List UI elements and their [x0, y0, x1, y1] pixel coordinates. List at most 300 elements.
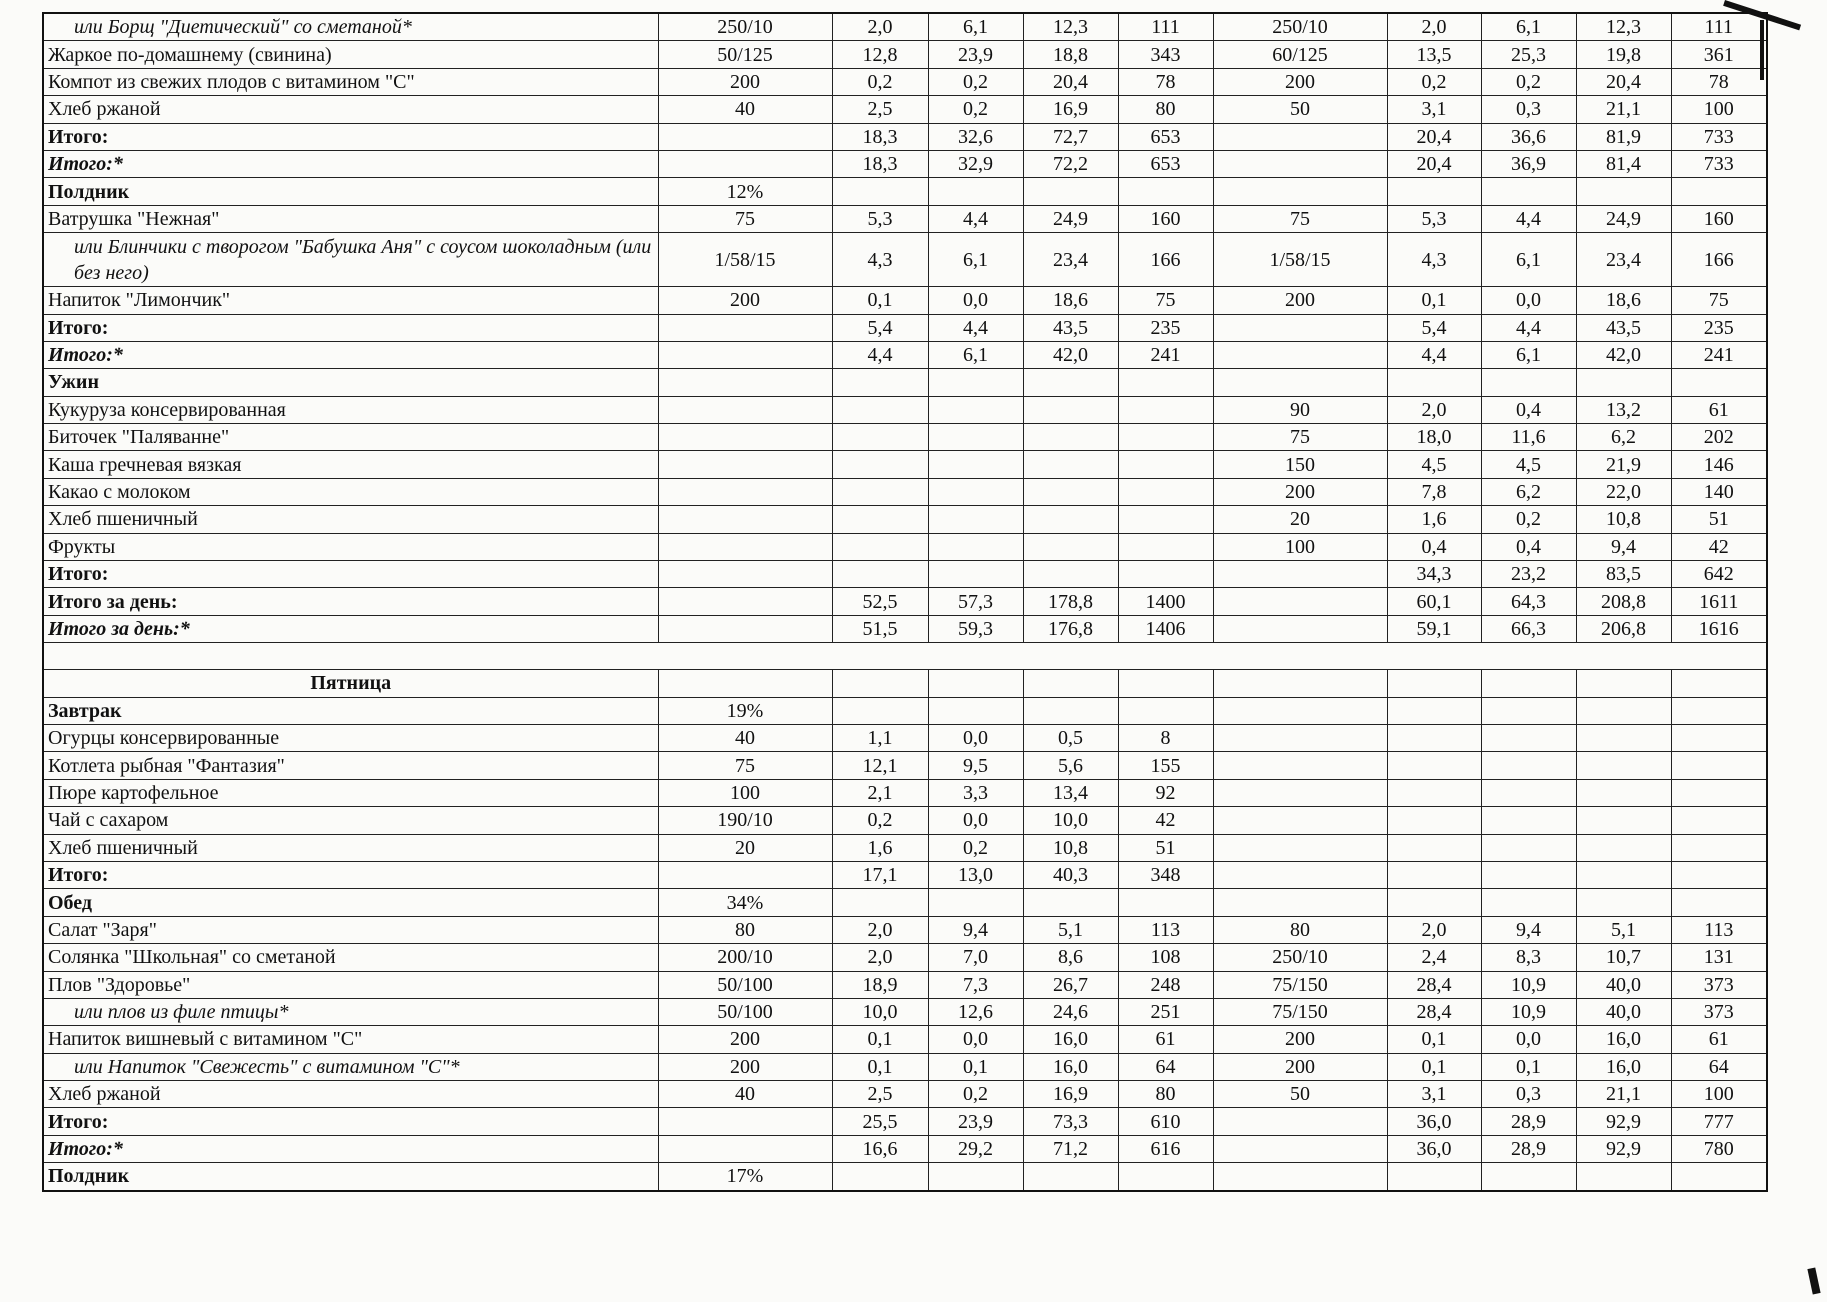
value-cell: 5,1 [1023, 916, 1118, 943]
value-cell: 43,5 [1576, 314, 1671, 341]
value-cell: 0,0 [928, 287, 1023, 314]
value-cell: 0,3 [1481, 96, 1576, 123]
value-cell: 166 [1118, 233, 1213, 287]
value-cell [1387, 697, 1481, 724]
value-cell [1671, 369, 1767, 396]
value-cell: 80 [1118, 1081, 1213, 1108]
value-cell: 343 [1118, 41, 1213, 68]
value-cell: 1611 [1671, 588, 1767, 615]
value-cell [1118, 533, 1213, 560]
value-cell: 3,3 [928, 779, 1023, 806]
value-cell: 1,6 [1387, 506, 1481, 533]
value-cell: 0,4 [1387, 533, 1481, 560]
value-cell: 1,6 [832, 834, 928, 861]
value-cell: 17,1 [832, 861, 928, 888]
value-cell: 9,4 [1576, 533, 1671, 560]
value-cell: 60/125 [1213, 41, 1387, 68]
value-cell [832, 506, 928, 533]
dish-name-cell: Чай с сахаром [43, 807, 658, 834]
value-cell [658, 588, 832, 615]
dish-name-cell: Напиток вишневый с витамином "С" [43, 1026, 658, 1053]
value-cell: 100 [1671, 96, 1767, 123]
value-cell: 24,9 [1023, 205, 1118, 232]
dish-name-cell: Компот из свежих плодов с витамином "С" [43, 68, 658, 95]
value-cell: 71,2 [1023, 1135, 1118, 1162]
value-cell: 12,3 [1023, 13, 1118, 41]
value-cell [1023, 533, 1118, 560]
dish-name-cell: Пятница [43, 670, 658, 697]
value-cell [1387, 1163, 1481, 1191]
value-cell: 81,9 [1576, 123, 1671, 150]
value-cell [1387, 670, 1481, 697]
value-cell: 42,0 [1023, 341, 1118, 368]
value-cell: 64,3 [1481, 588, 1576, 615]
value-cell: 75 [1118, 287, 1213, 314]
value-cell: 733 [1671, 123, 1767, 150]
dish-name-cell: или Борщ "Диетический" со сметаной* [43, 13, 658, 41]
value-cell [1213, 724, 1387, 751]
value-cell [658, 396, 832, 423]
value-cell [832, 396, 928, 423]
value-cell: 81,4 [1576, 150, 1671, 177]
value-cell: 150 [1213, 451, 1387, 478]
table-row-alternative [43, 1053, 1767, 1080]
value-cell: 4,4 [832, 341, 928, 368]
value-cell: 40 [658, 96, 832, 123]
table-row-meal-section [43, 697, 1767, 724]
value-cell: 92 [1118, 779, 1213, 806]
value-cell: 13,4 [1023, 779, 1118, 806]
dish-name-cell: Хлеб ржаной [43, 1081, 658, 1108]
table-row-total-alternative [43, 615, 1767, 642]
value-cell: 241 [1671, 341, 1767, 368]
value-cell [1118, 506, 1213, 533]
value-cell [1023, 369, 1118, 396]
value-cell [832, 178, 928, 205]
value-cell: 0,5 [1023, 724, 1118, 751]
value-cell: 0,0 [928, 724, 1023, 751]
value-cell [658, 341, 832, 368]
value-cell: 1/58/15 [1213, 233, 1387, 287]
value-cell: 208,8 [1576, 588, 1671, 615]
table-row-item [43, 451, 1767, 478]
dish-name-cell: Салат "Заря" [43, 916, 658, 943]
value-cell: 0,2 [832, 807, 928, 834]
value-cell: 0,1 [832, 1053, 928, 1080]
value-cell [658, 533, 832, 560]
table-row-total-alternative [43, 341, 1767, 368]
value-cell: 19,8 [1576, 41, 1671, 68]
value-cell [1671, 670, 1767, 697]
value-cell: 777 [1671, 1108, 1767, 1135]
value-cell [1213, 807, 1387, 834]
value-cell: 10,0 [832, 998, 928, 1025]
value-cell: 36,6 [1481, 123, 1576, 150]
value-cell [1576, 779, 1671, 806]
value-cell: 108 [1118, 944, 1213, 971]
value-cell [1671, 861, 1767, 888]
table-row-meal-section [43, 1163, 1767, 1191]
value-cell: 21,9 [1576, 451, 1671, 478]
dish-name-cell: Солянка "Школьная" со сметаной [43, 944, 658, 971]
value-cell: 6,1 [928, 341, 1023, 368]
value-cell: 18,3 [832, 123, 928, 150]
value-cell: 75 [658, 205, 832, 232]
value-cell: 60,1 [1387, 588, 1481, 615]
value-cell: 61 [1118, 1026, 1213, 1053]
value-cell: 248 [1118, 971, 1213, 998]
value-cell: 26,7 [1023, 971, 1118, 998]
dish-name-cell: Биточек "Паляванне" [43, 424, 658, 451]
value-cell: 1406 [1118, 615, 1213, 642]
value-cell: 24,6 [1023, 998, 1118, 1025]
value-cell: 19% [658, 697, 832, 724]
value-cell: 176,8 [1023, 615, 1118, 642]
value-cell: 6,1 [1481, 341, 1576, 368]
value-cell [1576, 861, 1671, 888]
value-cell: 2,0 [832, 944, 928, 971]
value-cell [1023, 506, 1118, 533]
value-cell: 0,0 [928, 1026, 1023, 1053]
value-cell: 140 [1671, 478, 1767, 505]
value-cell: 10,0 [1023, 807, 1118, 834]
value-cell: 9,4 [1481, 916, 1576, 943]
value-cell [1671, 697, 1767, 724]
value-cell [1671, 1163, 1767, 1191]
table-row-item [43, 944, 1767, 971]
value-cell: 5,4 [1387, 314, 1481, 341]
value-cell: 3,1 [1387, 1081, 1481, 1108]
value-cell: 113 [1671, 916, 1767, 943]
value-cell: 0,1 [1481, 1053, 1576, 1080]
dish-name-cell: Полдник [43, 1163, 658, 1191]
value-cell: 202 [1671, 424, 1767, 451]
value-cell: 64 [1671, 1053, 1767, 1080]
value-cell: 23,4 [1576, 233, 1671, 287]
value-cell [1481, 369, 1576, 396]
value-cell [1671, 724, 1767, 751]
value-cell: 206,8 [1576, 615, 1671, 642]
value-cell [928, 889, 1023, 916]
value-cell: 251 [1118, 998, 1213, 1025]
value-cell: 16,0 [1023, 1026, 1118, 1053]
table-row-item [43, 41, 1767, 68]
value-cell: 2,5 [832, 1081, 928, 1108]
value-cell: 6,1 [928, 13, 1023, 41]
dish-name-cell: Хлеб пшеничный [43, 506, 658, 533]
value-cell: 0,1 [1387, 1026, 1481, 1053]
value-cell [1023, 561, 1118, 588]
value-cell: 66,3 [1481, 615, 1576, 642]
value-cell: 4,4 [1481, 314, 1576, 341]
value-cell: 83,5 [1576, 561, 1671, 588]
value-cell [1213, 341, 1387, 368]
value-cell [1213, 178, 1387, 205]
value-cell: 100 [658, 779, 832, 806]
value-cell [1576, 752, 1671, 779]
table-row-total-alternative [43, 1135, 1767, 1162]
value-cell: 25,5 [832, 1108, 928, 1135]
table-row-meal-section [43, 889, 1767, 916]
value-cell [1118, 561, 1213, 588]
table-row-item [43, 779, 1767, 806]
value-cell: 8 [1118, 724, 1213, 751]
value-cell: 113 [1118, 916, 1213, 943]
dish-name-cell: Напиток "Лимончик" [43, 287, 658, 314]
value-cell: 40,0 [1576, 971, 1671, 998]
value-cell: 28,9 [1481, 1135, 1576, 1162]
value-cell: 20,4 [1023, 68, 1118, 95]
value-cell: 28,9 [1481, 1108, 1576, 1135]
value-cell: 42 [1671, 533, 1767, 560]
value-cell: 40 [658, 1081, 832, 1108]
value-cell [928, 1163, 1023, 1191]
value-cell: 9,5 [928, 752, 1023, 779]
dish-name-cell: Полдник [43, 178, 658, 205]
value-cell [658, 150, 832, 177]
value-cell [1213, 1108, 1387, 1135]
value-cell: 642 [1671, 561, 1767, 588]
value-cell: 10,7 [1576, 944, 1671, 971]
value-cell [1118, 889, 1213, 916]
value-cell: 75 [1213, 424, 1387, 451]
value-cell: 1616 [1671, 615, 1767, 642]
dish-name-cell: Какао с молоком [43, 478, 658, 505]
value-cell [1023, 697, 1118, 724]
value-cell [1481, 779, 1576, 806]
menu-nutrition-table [42, 12, 1768, 1192]
dish-name-cell: или Блинчики с творогом "Бабушка Аня" с соусом шоколадным (или без него) [43, 233, 658, 287]
value-cell: 75 [1213, 205, 1387, 232]
value-cell: 61 [1671, 1026, 1767, 1053]
value-cell: 92,9 [1576, 1108, 1671, 1135]
value-cell [928, 369, 1023, 396]
value-cell: 2,5 [832, 96, 928, 123]
value-cell: 653 [1118, 123, 1213, 150]
value-cell [1387, 178, 1481, 205]
dish-name-cell: Плов "Здоровье" [43, 971, 658, 998]
value-cell: 100 [1213, 533, 1387, 560]
value-cell: 1,1 [832, 724, 928, 751]
value-cell: 73,3 [1023, 1108, 1118, 1135]
value-cell [658, 123, 832, 150]
value-cell: 2,0 [832, 13, 928, 41]
dish-name-cell: Ужин [43, 369, 658, 396]
value-cell: 40 [658, 724, 832, 751]
value-cell: 16,0 [1576, 1053, 1671, 1080]
value-cell: 36,0 [1387, 1108, 1481, 1135]
value-cell [1481, 807, 1576, 834]
value-cell: 3,1 [1387, 96, 1481, 123]
value-cell: 1400 [1118, 588, 1213, 615]
value-cell [1576, 670, 1671, 697]
value-cell: 4,3 [832, 233, 928, 287]
value-cell [832, 1163, 928, 1191]
value-cell: 200 [658, 287, 832, 314]
value-cell: 72,2 [1023, 150, 1118, 177]
value-cell [832, 369, 928, 396]
value-cell [658, 478, 832, 505]
value-cell: 20,4 [1387, 150, 1481, 177]
value-cell [1387, 807, 1481, 834]
value-cell [1023, 396, 1118, 423]
value-cell [1213, 779, 1387, 806]
value-cell: 200 [1213, 1053, 1387, 1080]
value-cell [1481, 1163, 1576, 1191]
dish-name-cell: Огурцы консервированные [43, 724, 658, 751]
value-cell: 50/100 [658, 998, 832, 1025]
dish-name-cell: или плов из филе птицы* [43, 998, 658, 1025]
value-cell [1576, 369, 1671, 396]
value-cell: 111 [1118, 13, 1213, 41]
value-cell [928, 533, 1023, 560]
value-cell [1387, 779, 1481, 806]
value-cell [1023, 478, 1118, 505]
value-cell [1576, 889, 1671, 916]
value-cell [1387, 369, 1481, 396]
scan-mark-right-edge [1760, 20, 1764, 80]
dish-name-cell: Хлеб ржаной [43, 96, 658, 123]
value-cell [1213, 588, 1387, 615]
dish-name-cell: Итого: [43, 561, 658, 588]
table-row-total [43, 861, 1767, 888]
scan-mark-bottom-right [1807, 1267, 1820, 1294]
value-cell [658, 369, 832, 396]
table-row-item [43, 807, 1767, 834]
value-cell: 6,2 [1576, 424, 1671, 451]
table-row-item [43, 724, 1767, 751]
value-cell [1023, 424, 1118, 451]
value-cell [1387, 724, 1481, 751]
value-cell: 50 [1213, 1081, 1387, 1108]
value-cell: 348 [1118, 861, 1213, 888]
value-cell [1671, 779, 1767, 806]
value-cell: 4,5 [1387, 451, 1481, 478]
value-cell: 361 [1671, 41, 1767, 68]
value-cell [1671, 178, 1767, 205]
value-cell: 29,2 [928, 1135, 1023, 1162]
value-cell: 50/125 [658, 41, 832, 68]
value-cell: 8,3 [1481, 944, 1576, 971]
value-cell: 22,0 [1576, 478, 1671, 505]
value-cell [1118, 697, 1213, 724]
dish-name-cell: Фрукты [43, 533, 658, 560]
value-cell [832, 451, 928, 478]
table-row-spacer [43, 643, 1767, 670]
value-cell [1213, 369, 1387, 396]
value-cell [658, 615, 832, 642]
value-cell: 51 [1118, 834, 1213, 861]
value-cell: 23,9 [928, 1108, 1023, 1135]
value-cell: 12,8 [832, 41, 928, 68]
value-cell [928, 178, 1023, 205]
value-cell [1213, 889, 1387, 916]
value-cell: 241 [1118, 341, 1213, 368]
value-cell: 78 [1671, 68, 1767, 95]
table-row-meal-section [43, 369, 1767, 396]
value-cell [1213, 752, 1387, 779]
dish-name-cell: Каша гречневая вязкая [43, 451, 658, 478]
table-row-item [43, 506, 1767, 533]
table-row-total [43, 1108, 1767, 1135]
dish-name-cell: Завтрак [43, 697, 658, 724]
value-cell: 2,0 [1387, 396, 1481, 423]
value-cell [1213, 615, 1387, 642]
value-cell: 23,2 [1481, 561, 1576, 588]
value-cell [658, 861, 832, 888]
value-cell [928, 697, 1023, 724]
table-row-total [43, 123, 1767, 150]
dish-name-cell: Котлета рыбная "Фантазия" [43, 752, 658, 779]
table-row-alternative [43, 233, 1767, 287]
value-cell: 10,8 [1576, 506, 1671, 533]
value-cell: 23,9 [928, 41, 1023, 68]
value-cell: 42,0 [1576, 341, 1671, 368]
value-cell: 10,9 [1481, 971, 1576, 998]
value-cell: 4,4 [1481, 205, 1576, 232]
value-cell: 78 [1118, 68, 1213, 95]
value-cell [1671, 889, 1767, 916]
table-row-item [43, 396, 1767, 423]
value-cell [928, 561, 1023, 588]
value-cell: 0,2 [928, 96, 1023, 123]
value-cell [658, 314, 832, 341]
value-cell [1118, 369, 1213, 396]
value-cell: 200 [658, 68, 832, 95]
value-cell: 17% [658, 1163, 832, 1191]
value-cell: 4,5 [1481, 451, 1576, 478]
dish-name-cell: Кукуруза консервированная [43, 396, 658, 423]
table-row-item [43, 68, 1767, 95]
value-cell [1576, 1163, 1671, 1191]
value-cell: 235 [1671, 314, 1767, 341]
dish-name-cell: Ватрушка "Нежная" [43, 205, 658, 232]
table-row-item [43, 971, 1767, 998]
value-cell: 0,0 [928, 807, 1023, 834]
value-cell: 2,0 [1387, 13, 1481, 41]
value-cell: 200 [658, 1053, 832, 1080]
value-cell: 21,1 [1576, 1081, 1671, 1108]
value-cell: 0,1 [1387, 287, 1481, 314]
value-cell: 34,3 [1387, 561, 1481, 588]
table-row-total [43, 314, 1767, 341]
value-cell: 75 [1671, 287, 1767, 314]
value-cell: 200 [658, 1026, 832, 1053]
value-cell: 80 [1118, 96, 1213, 123]
value-cell: 52,5 [832, 588, 928, 615]
value-cell: 200 [1213, 1026, 1387, 1053]
value-cell: 40,0 [1576, 998, 1671, 1025]
value-cell: 0,2 [1481, 68, 1576, 95]
value-cell: 43,5 [1023, 314, 1118, 341]
value-cell: 0,3 [1481, 1081, 1576, 1108]
value-cell: 80 [1213, 916, 1387, 943]
value-cell: 6,1 [1481, 233, 1576, 287]
value-cell [1023, 1163, 1118, 1191]
value-cell: 34% [658, 889, 832, 916]
value-cell [1481, 670, 1576, 697]
value-cell [832, 697, 928, 724]
value-cell: 51 [1671, 506, 1767, 533]
value-cell: 13,0 [928, 861, 1023, 888]
value-cell: 20 [658, 834, 832, 861]
value-cell: 7,8 [1387, 478, 1481, 505]
table-row-item [43, 752, 1767, 779]
value-cell [1118, 396, 1213, 423]
value-cell [1213, 1163, 1387, 1191]
value-cell: 18,3 [832, 150, 928, 177]
value-cell [1576, 834, 1671, 861]
